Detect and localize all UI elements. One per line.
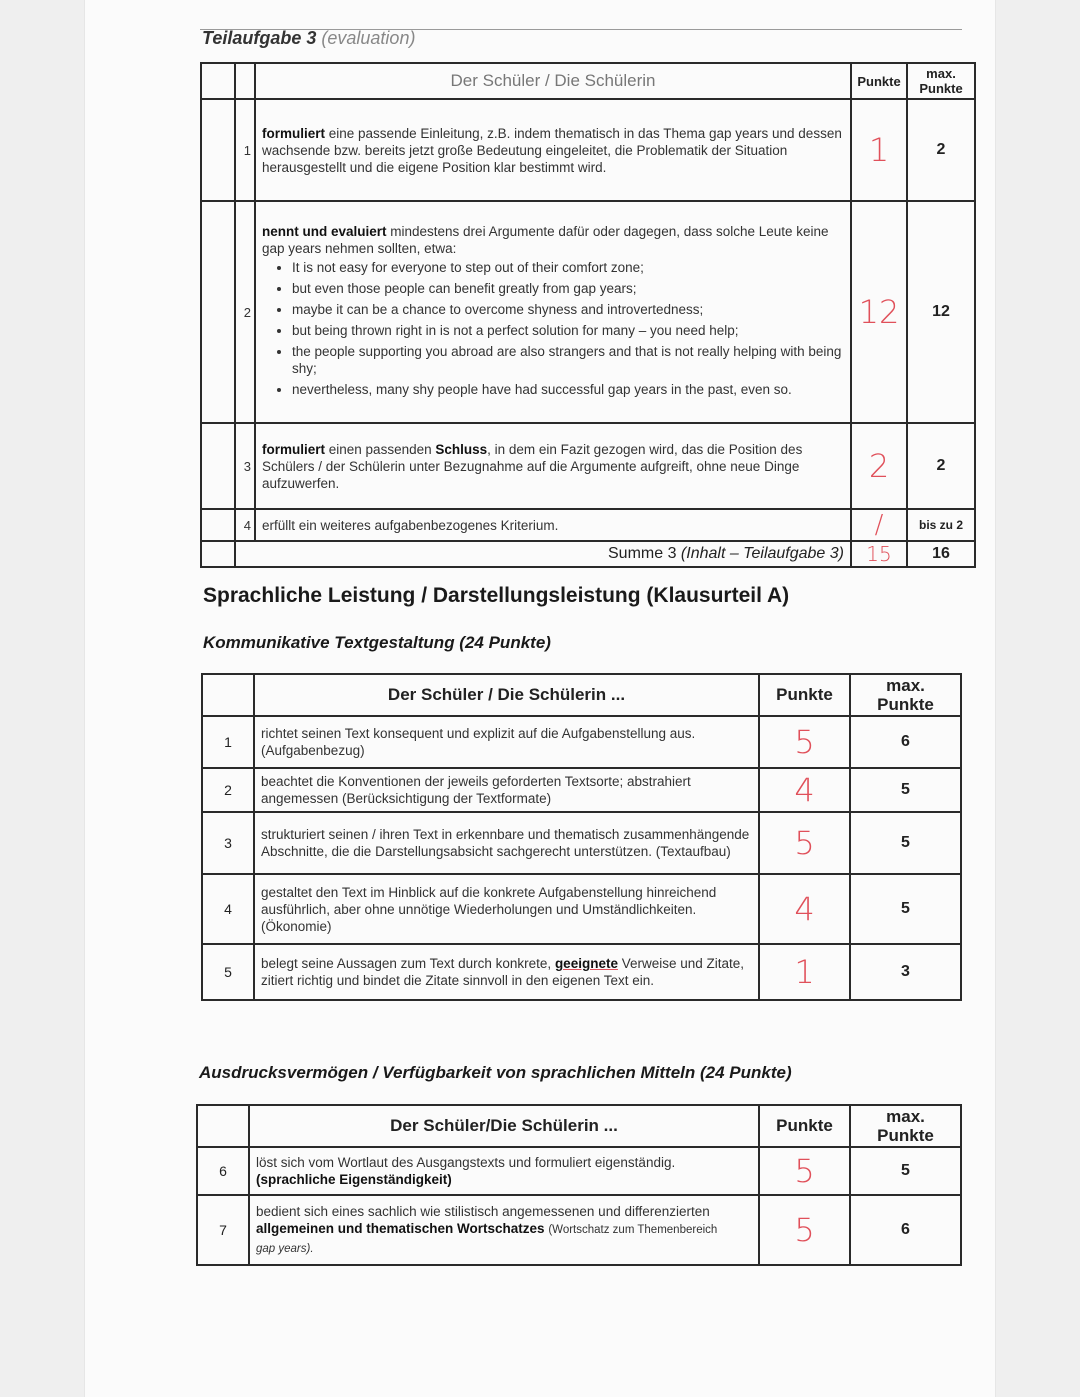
kommunikativ-table (201, 673, 962, 1001)
column-header-student: Der Schüler/Die Schülerin ... (249, 1105, 759, 1147)
criterion-text: löst sich vom Wortlaut des Ausgangstexts und formuliert eigenständig. (sprachliche Eigenständigkeit) (249, 1147, 759, 1195)
awarded-points: 1 (759, 944, 850, 1000)
awarded-points: 1 (851, 99, 907, 201)
table-row (201, 201, 975, 423)
column-header-points: Punkte (759, 674, 850, 716)
criterion-text: beachtet die Konventionen der jeweils geforderten Textsorte; abstrahiert angemessen (Berücksichtigung der Textformate) (254, 768, 759, 812)
criterion-text: formuliert einen passenden Schluss, in dem ein Fazit gezogen wird, das die Position des Schülers / der Schülerin unter Bezugnahme auf die Argumente aufgreift, ohne neue Dinge aufzuwerfen. (255, 423, 851, 509)
row-number: 2 (235, 201, 255, 423)
blank-cell (197, 1105, 249, 1147)
section-title: Sprachliche Leistung / Darstellungsleistung (Klausurteil A) (203, 584, 790, 607)
part3-header-row (201, 63, 975, 99)
blank-cell (235, 63, 255, 99)
part3-table (200, 62, 976, 568)
sum-row (201, 541, 975, 567)
column-header-student: Der Schüler / Die Schülerin ... (254, 674, 759, 716)
max-points: 3 (850, 944, 961, 1000)
max-points: bis zu 2 (907, 509, 975, 541)
awarded-points: 5 (759, 1195, 850, 1265)
criterion-text: erfüllt ein weiteres aufgabenbezogenes Kriterium. (255, 509, 851, 541)
awarded-points: 2 (851, 423, 907, 509)
max-points: 2 (907, 99, 975, 201)
table-row (201, 509, 975, 541)
list-item: • but being thrown right in is not a perfect solution for many – you need help; (292, 322, 844, 339)
row-number: 6 (197, 1147, 249, 1195)
row-number: 1 (202, 716, 254, 768)
table-row (202, 716, 961, 768)
table-row (197, 1147, 961, 1195)
list-item: • maybe it can be a chance to overcome shyness and introvertedness; (292, 301, 844, 318)
table-row (202, 812, 961, 874)
criterion-text: gestaltet den Text im Hinblick auf die konkrete Aufgabenstellung hinreichend ausführlich, aber ohne unnötige Wiederholungen und Umständlichkeiten. (Ökonomie) (254, 874, 759, 944)
row-number: 4 (202, 874, 254, 944)
awarded-points: 5 (759, 716, 850, 768)
ausdruck-table (196, 1104, 962, 1266)
max-points: 5 (850, 768, 961, 812)
awarded-points: / (851, 509, 907, 541)
criterion-text: richtet seinen Text konsequent und explizit auf die Aufgabenstellung aus. (Aufgabenbezug) (254, 716, 759, 768)
blank-cell (201, 423, 235, 509)
sum-label: Summe 3 (Inhalt – Teilaufgabe 3) (235, 541, 851, 567)
max-points: 6 (850, 1195, 961, 1265)
awarded-points: 4 (759, 874, 850, 944)
list-item: • nevertheless, many shy people have had successful gap years in the past, even so. (292, 381, 844, 398)
blank-cell (201, 63, 235, 99)
list-item: • the people supporting you abroad are also strangers and that is not really helping with being shy; (292, 343, 844, 377)
column-header-points: Punkte (759, 1105, 850, 1147)
list-item: • but even those people can benefit greatly from gap years; (292, 280, 844, 297)
part3-heading: Teilaufgabe 3 (evaluation) (202, 28, 416, 48)
row-number: 7 (197, 1195, 249, 1265)
awarded-points: 4 (759, 768, 850, 812)
blank-cell (201, 509, 235, 541)
max-points: 6 (850, 716, 961, 768)
column-header-max: max. Punkte (850, 674, 961, 716)
table-row (201, 99, 975, 201)
kommunikativ-title: Kommunikative Textgestaltung (24 Punkte) (203, 633, 551, 652)
blank-cell (201, 201, 235, 423)
column-header-max: max. Punkte (907, 63, 975, 99)
ausdruck-title: Ausdrucksvermögen / Verfügbarkeit von sprachlichen Mitteln (24 Punkte) (199, 1063, 792, 1082)
max-points: 2 (907, 423, 975, 509)
criterion-text: nennt und evaluiert mindestens drei Argumente dafür oder dagegen, dass solche Leute keine gap years nehmen sollten, etwa: • It is not easy for everyone to step out of their comfort zone; • but even those people can benefit greatly from gap years; • maybe it can be a chance to overcome shyness and introvertedness; • but being thrown right in is not a perfect solution for many – you need help; • the people supporting you abroad are also strangers and that is not really helping with being shy; • nevertheless, many shy people have had successful gap years in the past, even so. (255, 201, 851, 423)
row-number: 1 (235, 99, 255, 201)
sum-max: 16 (907, 541, 975, 567)
column-header-student: Der Schüler / Die Schülerin (255, 63, 851, 99)
kommunikativ-header-row (202, 674, 961, 716)
table-row (201, 423, 975, 509)
awarded-points: 5 (759, 812, 850, 874)
column-header-points: Punkte (851, 63, 907, 99)
max-points: 5 (850, 812, 961, 874)
awarded-points: 12 (851, 201, 907, 423)
blank-cell (201, 541, 235, 567)
column-header-max: max. Punkte (850, 1105, 961, 1147)
max-points: 5 (850, 874, 961, 944)
sum-points: 15 (851, 541, 907, 567)
ausdruck-header-row (197, 1105, 961, 1147)
list-item: • It is not easy for everyone to step out of their comfort zone; (292, 259, 844, 276)
table-row (202, 944, 961, 1000)
criterion-text: bedient sich eines sachlich wie stilistisch angemessenen und differenzierten allgemeinen und thematischen Wortschatzes (Wortschatz zum Themenbereich gap years). (249, 1195, 759, 1265)
criterion-text: strukturiert seinen / ihren Text in erkennbare und thematisch zusammenhängende Abschnitte, die die Darstellungsabsicht sachgerecht unterstützen. (Textaufbau) (254, 812, 759, 874)
criterion-text: formuliert eine passende Einleitung, z.B. indem thematisch in das Thema gap years und dessen wachsende bzw. bereits jetzt große Bedeutung eingeleitet, die Problematik der Situation herausgestellt und die eigene Position klar bestimmt wird. (255, 99, 851, 201)
max-points: 5 (850, 1147, 961, 1195)
table-row (197, 1195, 961, 1265)
table-row (202, 874, 961, 944)
row-number: 2 (202, 768, 254, 812)
max-points: 12 (907, 201, 975, 423)
row-number: 3 (202, 812, 254, 874)
row-number: 4 (235, 509, 255, 541)
awarded-points: 5 (759, 1147, 850, 1195)
row-number: 3 (235, 423, 255, 509)
argument-list (262, 259, 844, 398)
criterion-text: belegt seine Aussagen zum Text durch konkrete, geeignete Verweise und Zitate, zitiert richtig und bindet die Zitate sinnvoll in den eigenen Text ein. (254, 944, 759, 1000)
blank-cell (201, 99, 235, 201)
blank-cell (202, 674, 254, 716)
row-number: 5 (202, 944, 254, 1000)
table-row (202, 768, 961, 812)
